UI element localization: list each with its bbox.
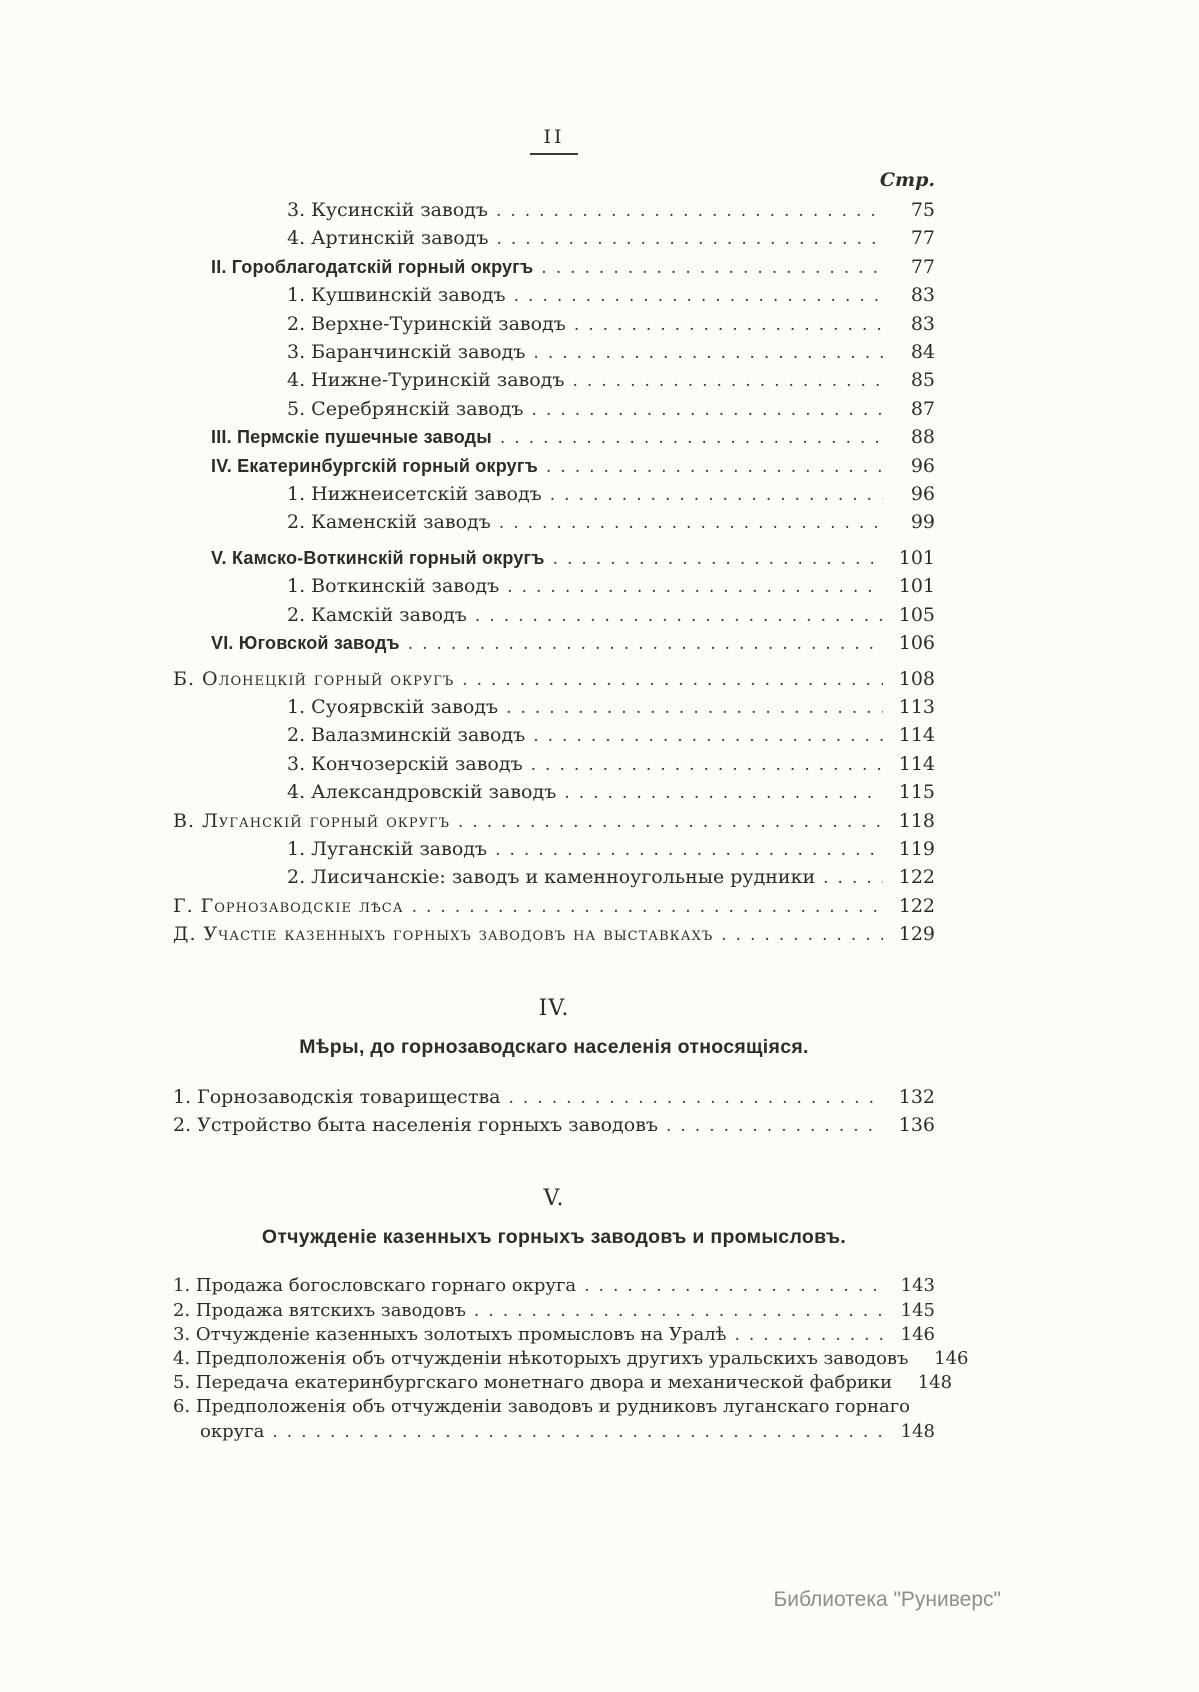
toc-entry [173,1112,935,1140]
toc-entry-page: 122 [898,866,935,889]
toc-entry-page: 83 [910,284,935,307]
chapter-numeral: V. [543,1186,565,1212]
dot-leader [508,1084,883,1112]
toc-entry [173,1274,935,1298]
toc-entry-page: 122 [898,894,935,917]
dot-leader [533,722,883,750]
toc-entry-label: VI. Юговской заводъ [211,633,400,654]
toc-entry-page: 143 [900,1275,935,1297]
toc-entry [173,573,935,601]
toc-entry-page: 129 [898,923,935,946]
toc-entry-page: 115 [898,781,935,804]
toc-entry-label: II. Гороблагодатскій горный округъ [211,256,534,277]
toc-entry [173,367,935,395]
toc-entry-page: 83 [910,312,935,335]
toc-entry-page: 114 [898,724,935,747]
toc-entry [173,1347,969,1371]
toc-entry-page: 99 [910,511,935,534]
toc-entry-label: 1. Воткинскій заводъ [287,575,500,598]
toc-entry-label: Д. Участіе казенныхъ горныхъ заводовъ на выставкахъ [173,923,714,946]
dot-leader [412,893,883,921]
toc-entry-label: 3. Баранчинскій заводъ [287,341,526,364]
dot-leader [506,694,883,722]
table-of-contents [173,197,935,950]
toc-entry-page: 113 [898,695,935,718]
toc-entry-page: 75 [910,199,935,221]
dot-leader [553,545,883,573]
toc-entry [173,545,935,573]
toc-entry [173,225,935,253]
toc-entry-page: 101 [898,546,935,569]
library-watermark: Библиотека "Руниверс" [773,1588,1001,1611]
dot-leader [574,311,883,339]
toc-entry [173,424,935,452]
toc-entry [173,453,935,481]
dot-leader [272,1420,883,1444]
toc-entry-label: 2. Продажа вятскихъ заводовъ [173,1299,466,1321]
toc-entry [173,666,935,694]
toc-entry-label: 4. Предположенія объ отчужденіи нѣкоторыхъ другихъ уральскихъ заводовъ [173,1347,909,1369]
toc-entry-page: 87 [910,397,935,420]
dot-leader [499,509,883,537]
toc-entry-label: 3. Кончозерскій заводъ [287,752,523,775]
dot-leader [408,630,883,658]
toc-entry-page: 114 [898,752,935,775]
toc-entry-page: 119 [898,837,935,860]
dot-leader [514,282,883,310]
chapter-numeral: IV. [538,995,570,1021]
toc-entry-page: 88 [910,426,935,449]
toc-entry [173,602,935,630]
toc-entry [173,864,935,892]
dot-leader [721,921,883,949]
toc-entry-label: 2. Валазминскій заводъ [287,724,526,747]
dot-leader [541,254,883,282]
dot-leader [475,602,883,630]
toc-entry [173,1371,953,1395]
toc-entry [173,481,935,509]
toc-entry-label: IV. Екатеринбургскій горный округъ [211,455,538,476]
toc-entry-page: 132 [898,1085,935,1108]
toc-entry-page: 84 [910,341,935,364]
toc-entry-label: 2. Камскій заводъ [287,603,467,626]
toc-entry [173,311,935,339]
dot-leader [495,836,883,864]
toc-entry [173,1395,935,1419]
toc-entry-label: В. Луганскій горный округъ [173,809,450,832]
toc-entry [173,254,935,282]
toc-entry-label: 3. Отчужденіе казенныхъ золотыхъ промысловъ на Уралѣ [173,1323,727,1345]
dot-leader [500,424,883,452]
toc-entry-page: 101 [898,575,935,598]
chapter-title: Отчужденіе казенныхъ горныхъ заводовъ и промысловъ. [261,1226,847,1249]
dot-leader [572,367,883,395]
page-column-header: Стр. [879,169,935,191]
toc-entry-page: 145 [900,1299,935,1321]
toc-entry-page: 106 [898,632,935,655]
toc-entry-label: 5. Передача екатеринбургскаго монетнаго двора и механической фабрики [173,1372,893,1394]
toc-entry-page: 148 [917,1372,953,1394]
toc-entry [173,1299,935,1323]
toc-entry-label: III. Пермскіе пушечные заводы [211,427,492,448]
toc-entry [173,197,935,225]
toc-entry-page: 105 [898,603,935,626]
dot-leader [458,808,883,836]
toc-entry [173,836,935,864]
toc-entry-label: 4. Артинскій заводъ [287,227,489,250]
dot-leader [735,1323,884,1347]
toc-entry [173,751,935,779]
toc-entry [173,509,935,537]
dot-leader [546,453,883,481]
chapter-toc [173,1274,969,1443]
toc-entry-label: 2. Верхне-Туринскій заводъ [287,312,566,335]
dot-leader [496,197,883,225]
dot-leader [474,1299,883,1323]
dot-leader [823,864,883,892]
toc-entry-label: 6. Предположенія объ отчужденіи заводовъ и рудниковъ луганскаго горнаго [173,1396,910,1418]
toc-entry-page: 146 [934,1347,969,1369]
toc-entry-page: 77 [910,227,935,250]
toc-entry [173,396,935,424]
toc-entry [173,630,935,658]
chapter-section-v [173,1186,969,1443]
toc-entry-label: 5. Серебрянскій заводъ [287,397,524,420]
toc-entry-page: 146 [900,1323,935,1345]
toc-entry-label: Г. Горнозаводскіе лѣса [173,894,404,917]
toc-entry-label: 4. Александровскій заводъ [287,781,557,804]
dot-leader [532,396,883,424]
toc-entry [173,1420,935,1444]
toc-entry-label: округа [200,1420,265,1442]
dot-leader [584,1274,883,1298]
chapter-toc [173,1084,935,1141]
toc-entry-page: 118 [898,809,935,832]
toc-entry-label: 1. Продажа богословскаго горнаго округа [173,1275,577,1297]
dot-leader [531,751,883,779]
toc-entry-label: 1. Горнозаводскія товарищества [173,1085,501,1108]
toc-entry-page: 136 [898,1113,935,1136]
toc-entry-label: 2. Каменскій заводъ [287,511,491,534]
toc-entry [173,808,935,836]
toc-entry-label: 3. Кусинскій заводъ [287,199,488,221]
toc-entry-label: 1. Суоярвскій заводъ [287,695,499,718]
folio [173,126,935,155]
toc-entry-label: 2. Лисичанскіе: заводъ и каменноугольные рудники [287,866,816,889]
toc-entry [173,1323,935,1347]
toc-entry-label: Б. Олонецкій горный округъ [173,667,455,690]
toc-entry-label: V. Камско-Воткинскій горный округъ [211,547,545,568]
toc-entry-label: 1. Кушвинскій заводъ [287,284,506,307]
toc-entry-page: 77 [910,255,935,278]
toc-entry-page: 85 [910,369,935,392]
chapter-section-iv [173,996,935,1141]
dot-leader [507,573,883,601]
toc-entry-label: 1. Нижнеисетскій заводъ [287,483,542,506]
toc-entry-label: 2. Устройство быта населенія горныхъ заводовъ [173,1113,658,1136]
toc-entry-page: 96 [910,483,935,506]
toc-entry-page: 108 [898,667,935,690]
toc-entry [173,694,935,722]
toc-entry [173,893,935,921]
dot-leader [666,1112,883,1140]
dot-leader [462,666,883,694]
toc-entry [173,282,935,310]
toc-entry [173,779,935,807]
dot-leader [564,779,883,807]
toc-entry [173,1084,935,1112]
toc-entry-label: 1. Луганскій заводъ [287,837,488,860]
dot-leader [496,225,883,253]
page-content [173,126,969,1444]
toc-entry [173,921,935,949]
toc-entry-page: 96 [910,454,935,477]
toc-entry-label: 4. Нижне-Туринскій заводъ [287,369,565,392]
folio-number: II [530,126,577,155]
toc-entry [173,339,935,367]
dot-leader [550,481,883,509]
chapter-title: Мѣры, до горнозаводскаго населенія относящіяся. [299,1035,809,1058]
dot-leader [533,339,883,367]
toc-entry-page: 148 [900,1420,935,1442]
toc-entry [173,722,935,750]
